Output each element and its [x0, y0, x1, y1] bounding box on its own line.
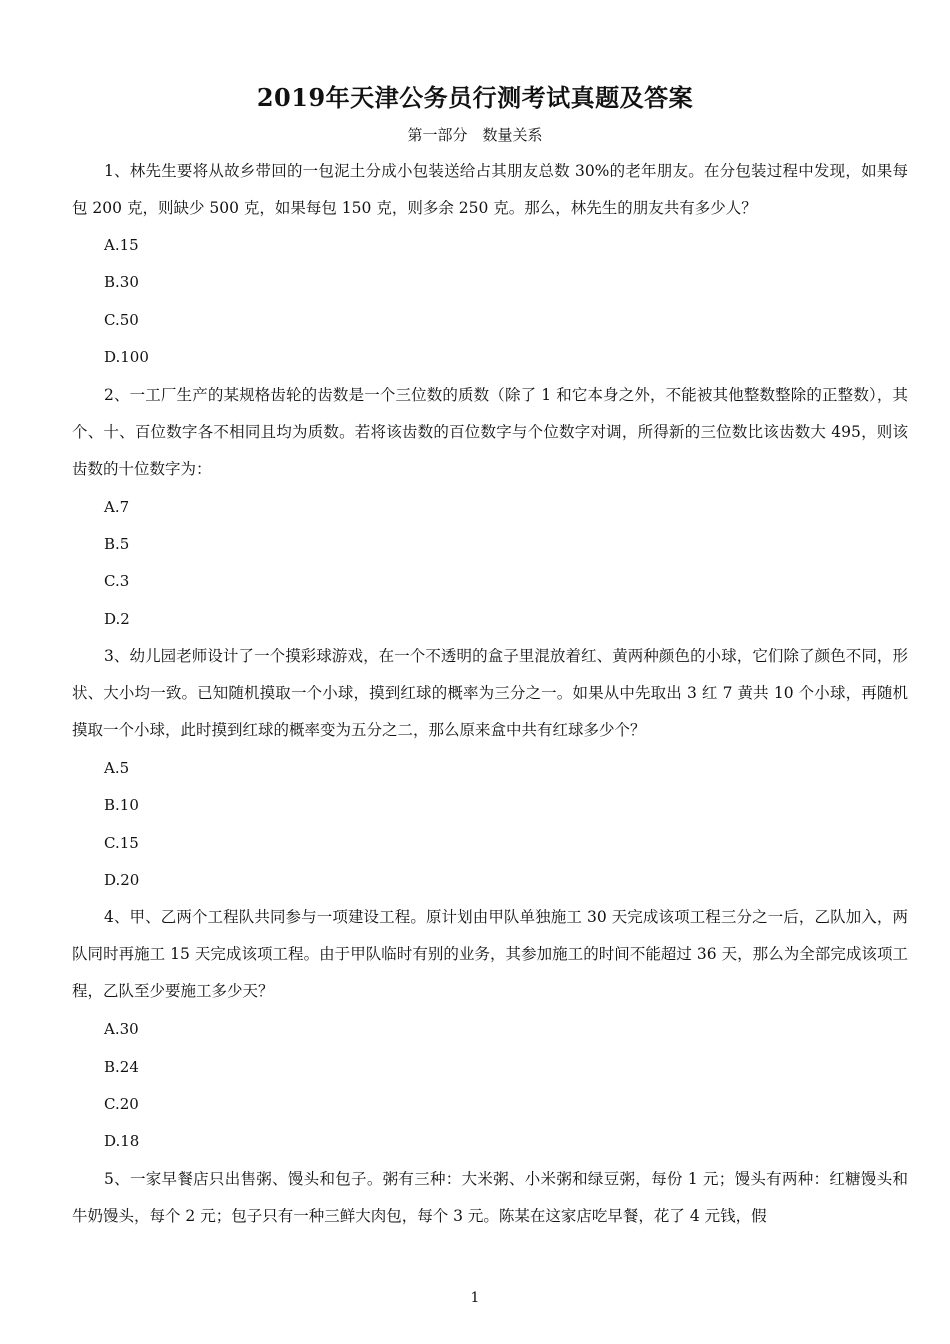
- page-title: 2019年天津公务员行测考试真题及答案: [256, 83, 694, 112]
- option-d: D.100: [104, 348, 149, 366]
- option-c: C.3: [104, 572, 130, 590]
- question-text: 1、林先生要将从故乡带回的一包泥土分成小包装送给占其朋友总数 30%的老年朋友。在分包装过程中发现，如果每包 200 克，则缺少 500 克，如果每包 150 克，则多余 250 克。那么，林先生的朋友共有多少人？: [72, 162, 908, 217]
- option-b: B.24: [104, 1058, 139, 1076]
- option-b: B.5: [104, 535, 130, 553]
- option-a: A.15: [104, 236, 139, 254]
- option-d: D.20: [104, 871, 140, 889]
- option-c: C.20: [104, 1095, 139, 1113]
- option-b: B.30: [104, 273, 139, 291]
- section-heading: 第一部分 数量关系: [407, 126, 543, 144]
- question-text: 2、一工厂生产的某规格齿轮的齿数是一个三位数的质数（除了 1 和它本身之外，不能被其他整数整除的正整数），其个、十、百位数字各不相同且均为质数。若将该齿数的百位数字与个位数字对调，所得新的三位数比该齿数大 495，则该齿数的十位数字为：: [72, 386, 908, 478]
- option-d: D.2: [104, 610, 130, 628]
- option-b: B.10: [104, 796, 139, 814]
- option-a: A.5: [104, 759, 130, 777]
- question-text: 3、幼儿园老师设计了一个摸彩球游戏，在一个不透明的盒子里混放着红、黄两种颜色的小球，它们除了颜色不同，形状、大小均一致。已知随机摸取一个小球，摸到红球的概率为三分之一。如果从中先取出 3 红 7 黄共 10 个小球，再随机摸取一个小球，此时摸到红球的概率变为五分之二，那么原来盒中共有红球多少个？: [72, 647, 908, 739]
- option-c: C.50: [104, 311, 139, 329]
- option-c: C.15: [104, 834, 139, 852]
- page-number: 1: [470, 1290, 480, 1306]
- question-text: 5、一家早餐店只出售粥、馒头和包子。粥有三种：大米粥、小米粥和绿豆粥，每份 1 元；馒头有两种：红糖馒头和牛奶馒头，每个 2 元；包子只有一种三鲜大肉包，每个 3 元。陈某在这家店吃早餐，花了 4 元钱，假: [72, 1170, 908, 1225]
- question-text: 4、甲、乙两个工程队共同参与一项建设工程。原计划由甲队单独施工 30 天完成该项工程三分之一后，乙队加入，两队同时再施工 15 天完成该项工程。由于甲队临时有别的业务，其参加施工的时间不能超过 36 天，那么为全部完成该项工程，乙队至少要施工多少天？: [72, 908, 908, 1000]
- option-a: A.7: [104, 498, 130, 516]
- option-d: D.18: [104, 1132, 140, 1150]
- option-a: A.30: [104, 1020, 139, 1038]
